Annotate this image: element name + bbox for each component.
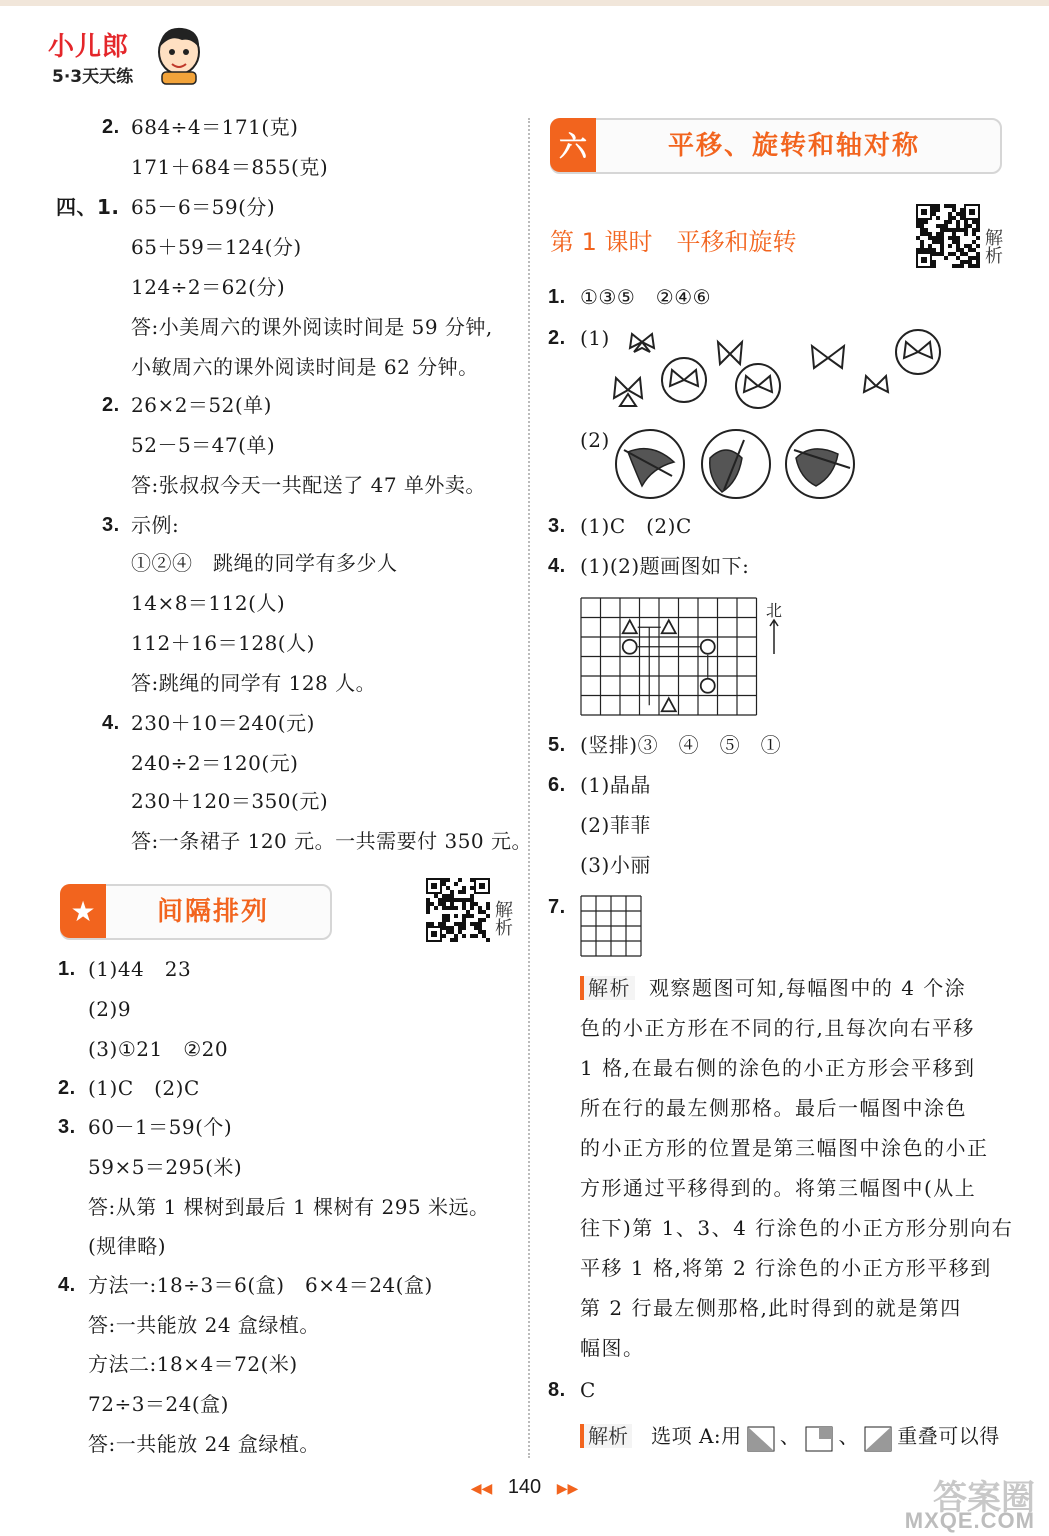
answer-line: 答:一共能放 24 盒绿植。 xyxy=(88,1432,320,1456)
analysis-line xyxy=(580,976,966,1000)
star-icon: ★ xyxy=(60,884,106,938)
question-number: 1. xyxy=(548,286,566,308)
answer-line: 124÷2＝62(分) xyxy=(131,275,286,299)
answer-line: 方法二:18×4＝72(米) xyxy=(88,1352,298,1376)
analysis-line xyxy=(580,1296,962,1320)
umbrella-icon xyxy=(616,430,684,498)
circle-icon xyxy=(701,679,715,693)
answer-line: (2)9 xyxy=(88,997,132,1021)
answer-line: ①③⑤ ②④⑥ xyxy=(580,285,712,309)
circle-icon xyxy=(701,640,715,654)
answer-line: 65－6＝59(分) xyxy=(131,195,276,219)
qr-label: 解析 xyxy=(982,228,1003,264)
triangle-icon xyxy=(662,698,676,711)
grid-diagram xyxy=(580,597,758,717)
question-number: 4. xyxy=(102,712,120,734)
answer-line: 230＋120＝350(元) xyxy=(131,789,329,813)
answer-line: 答:跳绳的同学有 128 人。 xyxy=(131,671,377,695)
triangle-icon xyxy=(662,620,676,633)
analysis-text: 观察题图可知,每幅图中的 4 个涂 xyxy=(649,976,967,1000)
watermark-url: MXQE.COM xyxy=(904,1508,1035,1533)
question-number: 3. xyxy=(548,515,566,537)
butterfly-icon xyxy=(614,378,642,406)
question-number: 4. xyxy=(548,555,566,577)
section-header-interval xyxy=(60,884,332,940)
logo xyxy=(34,22,204,88)
answer-line: 52－5＝47(单) xyxy=(131,433,276,457)
answer-line: 答:小美周六的课外阅读时间是 59 分钟, xyxy=(131,315,493,339)
answer-line: (1)44 23 xyxy=(88,957,192,981)
butterfly-icon xyxy=(812,346,844,368)
boy-mascot-icon xyxy=(152,22,206,86)
question-number: 1. xyxy=(58,958,76,980)
answer-line: ①②④ 跳绳的同学有多少人 xyxy=(131,551,398,575)
analysis-text: 的小正方形的位置是第三幅图中涂色的小正 xyxy=(580,1136,989,1160)
column-divider xyxy=(528,118,530,1458)
question-number: 6. xyxy=(548,774,566,796)
butterfly-icon xyxy=(718,342,742,364)
question-number: 2. xyxy=(548,327,566,349)
answer-line: 14×8＝112(人) xyxy=(131,591,286,615)
question-number: 7. xyxy=(548,896,566,918)
answer-line: (3)①21 ②20 xyxy=(88,1037,229,1061)
answer-line: (2) xyxy=(580,428,610,452)
answer-line: (竖排)③ ④ ⑤ ① xyxy=(580,733,782,757)
north-label: 北 xyxy=(766,601,783,620)
answer-line: (1)C (2)C xyxy=(580,514,692,538)
answer-line: 示例: xyxy=(131,513,180,537)
qr-label: 解析 xyxy=(492,900,513,936)
separator: 、 xyxy=(779,1424,801,1448)
section-title-interval: 间隔排列 xyxy=(157,897,270,927)
analysis-line xyxy=(580,1176,976,1200)
logo-name: 小儿郎 xyxy=(48,32,130,62)
answer-line: 答:张叔叔今天一共配送了 47 单外卖。 xyxy=(131,473,486,497)
top-strip xyxy=(0,0,1049,6)
prev-arrow-icon: ◀◀ xyxy=(470,1480,493,1496)
answer-line: 240÷2＝120(元) xyxy=(131,751,299,775)
analysis-text: 幅图。 xyxy=(580,1336,645,1360)
analysis-tag: 解析 xyxy=(580,1424,632,1448)
question-number: 8. xyxy=(548,1379,566,1401)
question-number: 4. xyxy=(58,1274,76,1296)
umbrella-icon xyxy=(786,430,854,498)
answer-line: (规律略) xyxy=(88,1234,167,1258)
page-number: 140 xyxy=(507,1476,542,1498)
section-number-badge: 六 xyxy=(550,118,596,172)
question-number: 2. xyxy=(58,1077,76,1099)
shape-piece-icon xyxy=(747,1426,775,1452)
analysis-8 xyxy=(580,1424,1020,1454)
butterfly-icon xyxy=(864,376,888,392)
analysis-line xyxy=(580,1016,975,1040)
question-number: 3. xyxy=(58,1116,76,1138)
question-number: 5. xyxy=(548,734,566,756)
answer-line: 小敏周六的课外阅读时间是 62 分钟。 xyxy=(131,355,479,379)
question-number: 四、1. xyxy=(56,195,120,219)
analysis-line xyxy=(580,1096,967,1120)
answer-line: (1) xyxy=(580,326,610,350)
answer-line: 方法一:18÷3＝6(盒) 6×4＝24(盒) xyxy=(88,1273,433,1297)
answer-line: 60－1＝59(个) xyxy=(88,1115,233,1139)
circle-icon xyxy=(623,640,637,654)
answer-line: C xyxy=(580,1378,596,1402)
shape-piece-icon xyxy=(805,1426,833,1452)
question-number: 3. xyxy=(102,514,120,536)
answer-line: (1)C (2)C xyxy=(88,1076,200,1100)
answer-line: 112＋16＝128(人) xyxy=(131,631,315,655)
question-number: 2. xyxy=(102,116,120,138)
qr-code-icon[interactable] xyxy=(916,204,980,268)
section-title-six: 平移、旋转和轴对称 xyxy=(668,131,921,161)
next-arrow-icon: ▶▶ xyxy=(556,1480,579,1496)
analysis-8-suffix: 重叠可以得 xyxy=(897,1424,1000,1448)
analysis-text: 所在行的最左侧那格。最后一幅图中涂色 xyxy=(580,1096,967,1120)
answer-line: 答:一条裙子 120 元。一共需要付 350 元。 xyxy=(131,829,533,853)
analysis-text: 往下)第 1、3、4 行涂色的小正方形分别向右 xyxy=(580,1216,1014,1240)
butterfly-figures xyxy=(606,328,946,418)
watermark-logo: 答案圈 xyxy=(933,1479,1035,1517)
answer-line: 230＋10＝240(元) xyxy=(131,711,315,735)
umbrella-figures xyxy=(612,428,862,502)
qr-code-icon[interactable] xyxy=(426,878,490,942)
answer-line: (1)晶晶 xyxy=(580,773,651,797)
small-grid-diagram xyxy=(580,895,642,957)
analysis-text: 第 2 行最左侧那格,此时得到的就是第四 xyxy=(580,1296,962,1320)
triangle-icon xyxy=(623,620,637,633)
lesson-title: 第 1 课时 平移和旋转 xyxy=(550,228,797,256)
question-number: 2. xyxy=(102,394,120,416)
answer-line: (3)小丽 xyxy=(580,853,651,877)
butterfly-icon xyxy=(630,334,654,352)
analysis-line xyxy=(580,1256,992,1280)
answer-line: 答:从第 1 棵树到最后 1 棵树有 295 米远。 xyxy=(88,1195,490,1219)
analysis-text: 色的小正方形在不同的行,且每次向右平移 xyxy=(580,1016,975,1040)
umbrella-icon xyxy=(702,430,770,498)
answer-line: 171＋684＝855(克) xyxy=(131,155,329,179)
analysis-line xyxy=(580,1216,1013,1240)
logo-series: 5·3天天练 xyxy=(52,67,134,87)
analysis-tag: 解析 xyxy=(580,976,635,1000)
analysis-line xyxy=(580,1056,975,1080)
analysis-text: 1 格,在最右侧的涂色的小正方形会平移到 xyxy=(580,1056,976,1080)
answer-line: 26×2＝52(单) xyxy=(131,393,272,417)
analysis-line xyxy=(580,1336,645,1360)
answer-line: 59×5＝295(米) xyxy=(88,1155,243,1179)
answer-line: (2)菲菲 xyxy=(580,813,651,837)
analysis-8-prefix: 选项 A:用 xyxy=(651,1424,742,1448)
answer-line: 72÷3＝24(盒) xyxy=(88,1392,229,1416)
separator: 、 xyxy=(838,1424,860,1448)
answer-line: (1)(2)题画图如下: xyxy=(580,554,750,578)
page-footer xyxy=(0,1476,1049,1499)
answer-line: 答:一共能放 24 盒绿植。 xyxy=(88,1313,320,1337)
answer-line: 684÷4＝171(克) xyxy=(131,115,299,139)
analysis-text: 方形通过平移得到的。将第三幅图中(从上 xyxy=(580,1176,977,1200)
shape-piece-icon xyxy=(864,1426,892,1452)
answer-line: 65＋59＝124(分) xyxy=(131,235,302,259)
north-arrow-icon xyxy=(769,618,779,654)
section-header-six xyxy=(550,118,1002,174)
analysis-text: 平移 1 格,将第 2 行涂色的小正方形平移到 xyxy=(580,1256,992,1280)
analysis-line xyxy=(580,1136,989,1160)
